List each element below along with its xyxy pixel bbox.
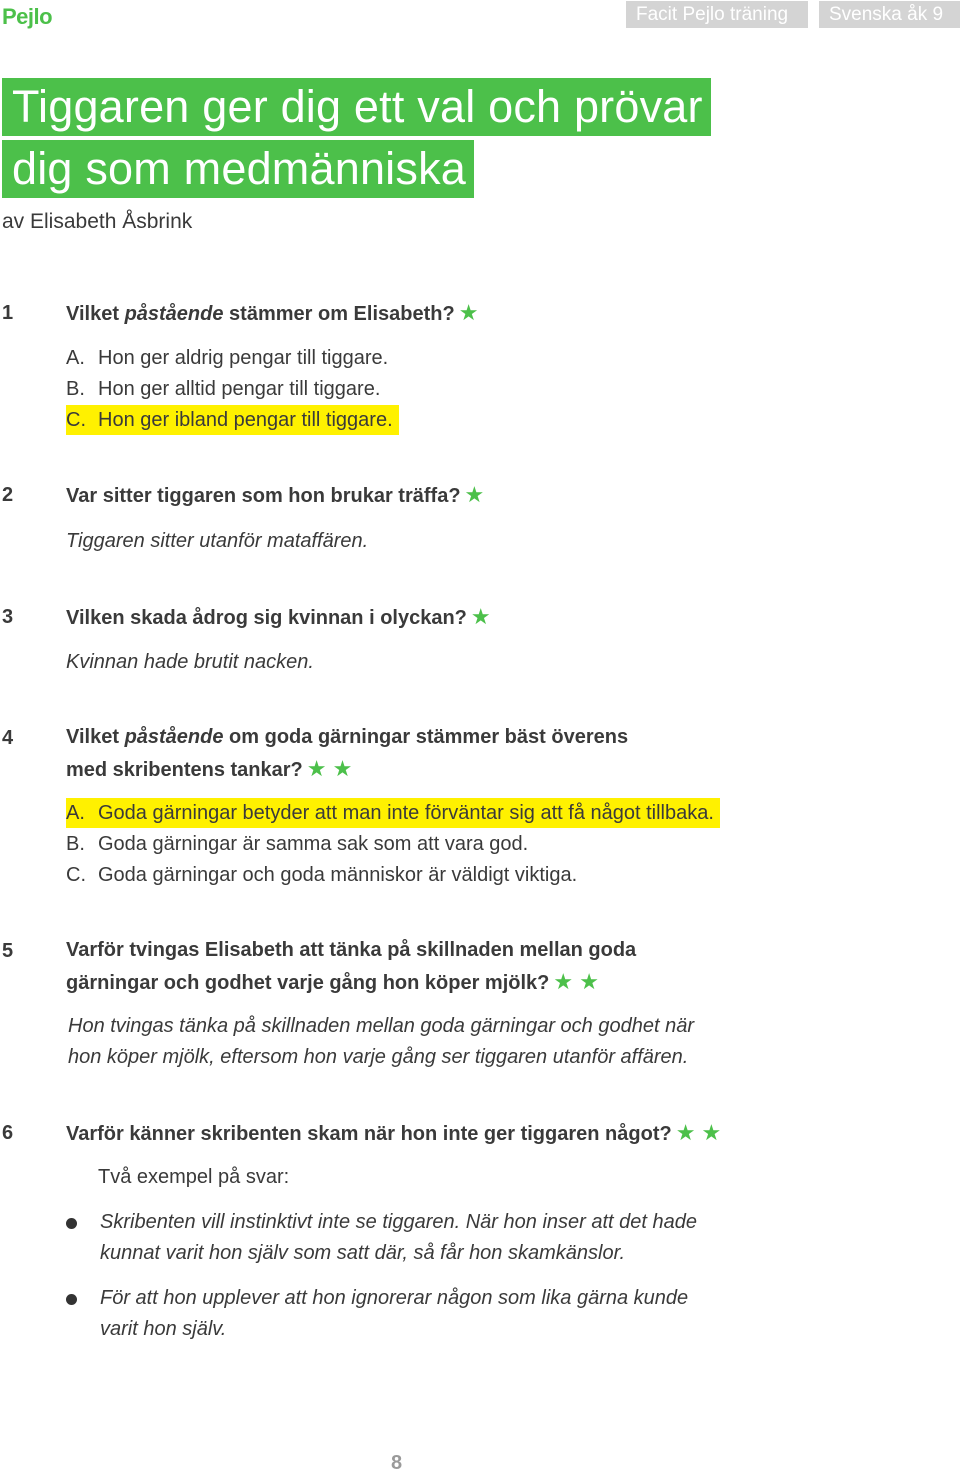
facit-badge: Facit Pejlo träning (626, 1, 808, 28)
star-icon: ★ (458, 300, 479, 325)
option-b: B. Goda gärningar är samma sak som att vara god. (66, 833, 529, 855)
star-icon: ★ (464, 482, 485, 507)
question-text: Vilket påstående om goda gärningar stämmer bäst överens med skribentens tankar? ★ ★ (66, 726, 629, 781)
question-text: Varför känner skribenten skam när hon inte ger tiggaren något? ★ ★ (66, 1120, 722, 1145)
star-icon: ★ ★ (306, 756, 353, 781)
answer-intro: Två exempel på svar: (98, 1166, 290, 1188)
star-icon: ★ ★ (553, 969, 599, 994)
option-b: B. Hon ger alltid pengar till tiggare. (66, 378, 381, 400)
pejlo-logo: Pejlo (2, 4, 53, 29)
question-number: 5 (2, 940, 14, 962)
question-number: 1 (2, 302, 14, 324)
subject-badge: Svenska åk 9 (819, 1, 960, 28)
option-c: C. Goda gärningar och goda människor är väldigt viktiga. (66, 864, 578, 886)
answer-text: Hon tvingas tänka på skillnaden mellan goda gärningar och godhet när hon köper mjölk, eftersom hon varje gång ser tiggaren utanför affären. (68, 1015, 694, 1068)
question-number: 6 (2, 1122, 14, 1144)
answer-bullet: För att hon upplever att hon ignorerar någon som lika gärna kunde varit hon själv. (100, 1287, 689, 1340)
answer-bullet: Skribenten vill instinktivt inte se tiggaren. När hon inser att det hade kunnat varit hon själv som satt där, så får hon skamkänslor. (100, 1211, 697, 1264)
page-title-line-2: dig som medmänniska (2, 140, 474, 198)
option-a-correct: A. Goda gärningar betyder att man inte förväntar sig att få något tillbaka. (66, 798, 720, 828)
bullet-icon (66, 1218, 77, 1229)
star-icon: ★ (470, 604, 491, 629)
answer-text: Kvinnan hade brutit nacken. (66, 651, 314, 673)
option-a: A. Hon ger aldrig pengar till tiggare. (66, 347, 389, 369)
question-number: 3 (2, 606, 14, 628)
question-number: 4 (2, 727, 14, 749)
page-number: 8 (391, 1452, 403, 1474)
page-title-line-1: Tiggaren ger dig ett val och prövar (2, 78, 711, 136)
question-text: Vilket påstående stämmer om Elisabeth? ★ (66, 300, 479, 325)
bullet-icon (66, 1294, 77, 1305)
star-icon: ★ ★ (675, 1120, 722, 1145)
question-text: Var sitter tiggaren som hon brukar träffa? ★ (66, 482, 485, 507)
author-line: av Elisabeth Åsbrink (2, 210, 193, 233)
question-text: Vilken skada ådrog sig kvinnan i olyckan? ★ (66, 604, 491, 629)
question-text: Varför tvingas Elisabeth att tänka på skillnaden mellan goda gärningar och godhet varje gång hon köper mjölk? ★ ★ (66, 939, 637, 994)
question-number: 2 (2, 484, 14, 506)
option-c-correct: C. Hon ger ibland pengar till tiggare. (66, 405, 399, 435)
answer-text: Tiggaren sitter utanför mataffären. (66, 530, 369, 552)
